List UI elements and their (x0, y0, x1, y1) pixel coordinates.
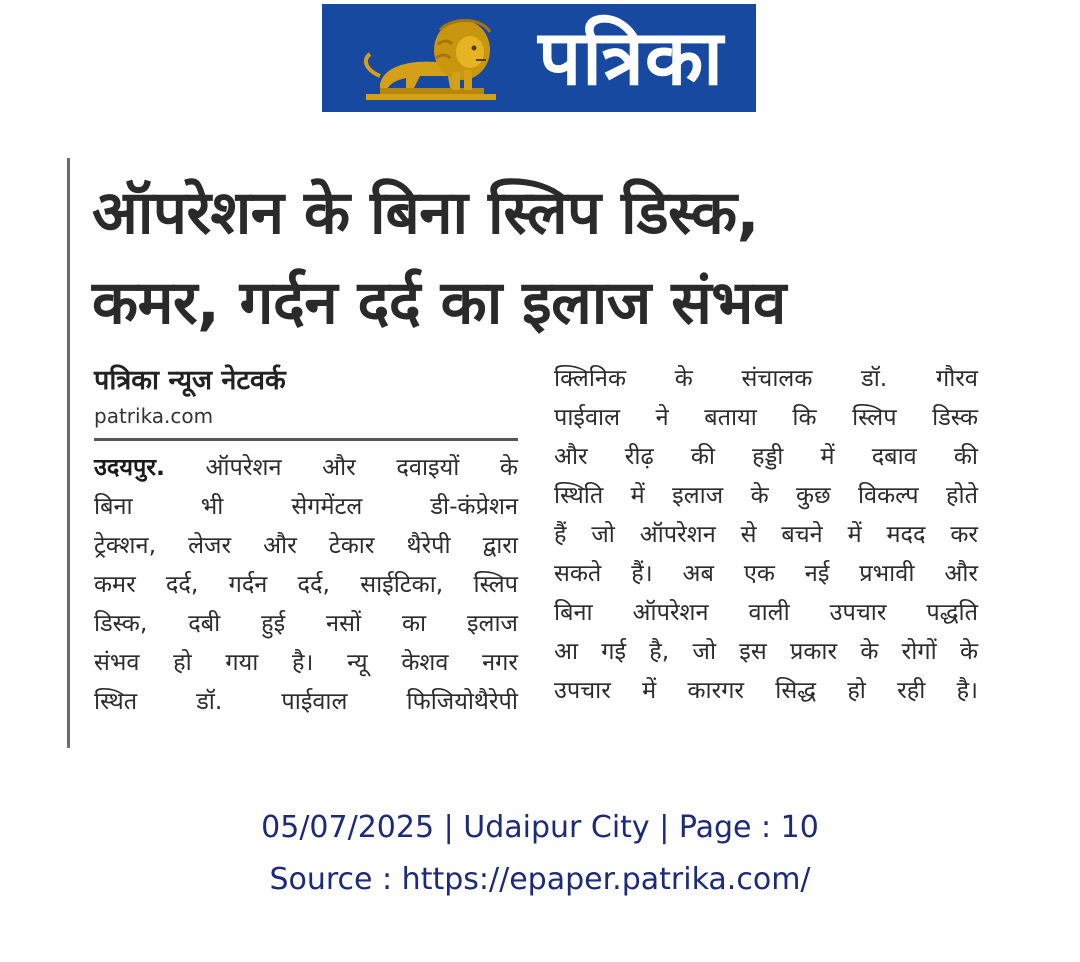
article-column-left (94, 448, 518, 721)
publication-info: 05/07/2025 | Udaipur City | Page : 10 (261, 810, 819, 845)
masthead-brand: पत्रिका (538, 13, 724, 102)
column-divider-left (67, 158, 70, 748)
byline-rule (94, 438, 518, 441)
headline-line-1: ऑपरेशन के बिना स्लिप डिस्क, (92, 178, 759, 248)
text-line: कमर दर्द, गर्दन दर्द, साईटिका, स्लिप (94, 570, 518, 598)
website-credit: patrika.com (94, 404, 214, 428)
text-line: डिस्क, दबी हुई नसों का इलाज (94, 609, 518, 637)
text-line: पाईवाल ने बताया कि स्लिप डिस्क (554, 403, 978, 431)
article-column-right (554, 359, 978, 710)
text-line: स्थिति में इलाज के कुछ विकल्प होते (554, 481, 978, 509)
text-line: बिना भी सेगमेंटल डी-कंप्रेशन (94, 492, 518, 520)
text-line: हैं जो ऑपरेशन से बचने में मदद कर (554, 520, 978, 548)
byline: पत्रिका न्यूज नेटवर्क (94, 365, 286, 396)
text-line: ट्रेक्शन, लेजर और टेकार थैरेपी द्वारा (94, 531, 518, 559)
lion-logo-icon (340, 10, 510, 106)
text-line: उदयपुर. ऑपरेशन और दवाइयों के (94, 453, 518, 481)
text-line: उपचार में कारगर सिद्ध हो रही है। (554, 676, 978, 704)
text-line: क्लिनिक के संचालक डॉ. गौरव (554, 364, 978, 392)
headline (92, 168, 942, 348)
text-line: संभव हो गया है। न्यू केशव नगर (94, 648, 518, 676)
text-line: और रीढ़ की हड्डी में दबाव की (554, 442, 978, 470)
source-url: Source : https://epaper.patrika.com/ (269, 862, 811, 897)
headline-line-2: कमर, गर्दन दर्द का इलाज संभव (92, 268, 786, 338)
text-line: आ गई है, जो इस प्रकार के रोगों के (554, 637, 978, 665)
text-line: सकते हैं। अब एक नई प्रभावी और (554, 559, 978, 587)
dateline: उदयपुर. (94, 453, 165, 481)
text-line: बिना ऑपरेशन वाली उपचार पद्धति (554, 598, 978, 626)
text-line: स्थित डॉ. पाईवाल फिजियोथैरेपी (94, 687, 518, 715)
masthead (322, 4, 756, 112)
